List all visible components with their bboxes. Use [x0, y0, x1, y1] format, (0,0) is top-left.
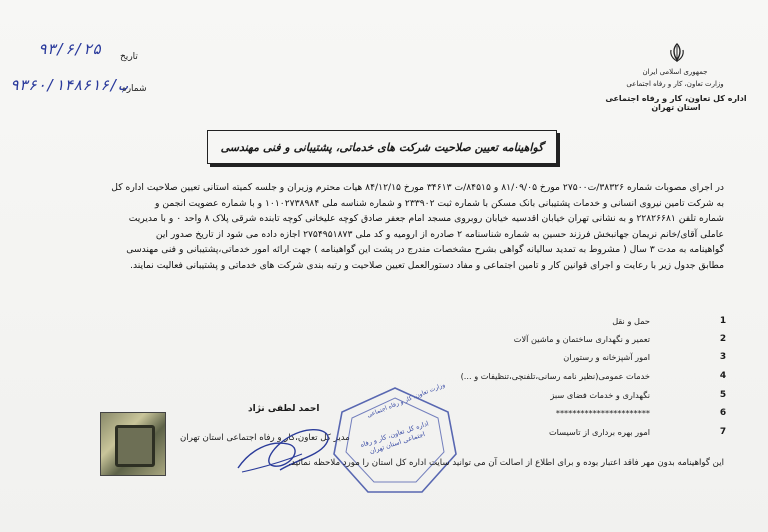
header-department: اداره کل تعاون، کار و رفاه اجتماعی استان تهران: [605, 94, 747, 112]
activity-label: ***********************: [555, 408, 650, 418]
activity-label: خدمات عمومی(نظیر نامه رسانی،تلفنچی،تنظیفات و ...): [460, 371, 650, 381]
header-ministry: وزارت تعاون، کار و رفاه اجتماعی: [626, 80, 724, 88]
activity-label: امور آشپزخانه و رستوران: [563, 352, 650, 362]
date-label: تاریخ: [120, 52, 138, 62]
signatory-title: مدیر کل تعاون،کار و رفاه اجتماعی استان تهران: [180, 433, 350, 443]
list-item: [513, 334, 730, 350]
activity-number: 7: [719, 427, 727, 437]
activity-number: 4: [719, 371, 727, 381]
iran-emblem-icon: [667, 42, 687, 64]
list-item: [540, 427, 730, 443]
header-country: جمهوری اسلامی ایران: [642, 68, 708, 76]
body-line: گواهینامه به مدت ۳ سال ( مشروط به تمدید سالیانه گواهی بشرح مشخصات مندرج در پشت این گواهینامه ) جهت ارائه امور خدماتی،پشتیبانی و فنی مهندسی: [126, 244, 724, 255]
body-line: به شرکت تامین نیروی انسانی و خدمات پشتیبانی بانک مسکن با شماره ثبت ۲۳۳۹۰۲ و شماره شناسه ملی ۱۰۱۰۲۷۳۸۹۸۴ و با شماره عضویت انجمن و: [155, 197, 724, 209]
list-item: [540, 408, 730, 424]
list-item: [540, 316, 730, 332]
signature-scribble-icon: [230, 410, 340, 480]
certificate-body: [60, 180, 724, 273]
body-line: در اجرای مصوبات شماره ۳۸۳۲۶/ت۲۷۵۰۰ مورخ ۸۱/۰۹/۰۵ و ۸۴۵۱۵/ت ۳۴۶۱۳ مورخ ۸۴/۱۲/۱۵ هیات محترم وزیران و جلسه کمیته استانی تعیین صلاحیت اداره کل: [111, 182, 724, 193]
activity-number: 3: [719, 352, 727, 362]
number-value: ۹۳۶۰/ب/۱۴۸۶۱۶: [10, 76, 128, 94]
certificate-title: گواهینامه تعیین صلاحیت شرکت های خدماتی، پشتیبانی و فنی مهندسی: [220, 140, 544, 154]
activity-number: 2: [719, 334, 727, 344]
activity-label: امور بهره برداری از تاسیسات: [548, 427, 650, 437]
activity-number: 5: [719, 390, 727, 400]
activity-label: تعمیر و نگهداری ساختمان و ماشین آلات: [513, 334, 650, 344]
body-line: مطابق جدول زیر با رعایت و اجرای قوانین کار و تامین اجتماعی و مفاد دستورالعمل تعیین صلاحیت و رتبه بندی شرکت های خدماتی و پشتیبانی فعالیت نمایند.: [130, 259, 724, 271]
list-item: [540, 390, 730, 406]
list-item: [540, 352, 730, 368]
certificate-title-box: [207, 130, 557, 164]
date-value: ۹۳/۶/۲۵: [38, 40, 102, 58]
body-line: شماره تلفن ۲۲۸۲۶۶۸۱ و به نشانی تهران خیابان اقدسیه خیابان روبروی مسجد امام جعفر صادق کوچه علیخانی کوچه تابنده شرقی پلاک ۸ واحد ۰ و با مدیریت: [128, 213, 724, 224]
body-line: عاملی آقای/خانم نریمان جهانبخش فرزند حسین به شماره شناسنامه ۲ صادره از ارومیه و کد ملی ۲۷۵۴۹۵۱۸۷۳ اجازه داده می شود از تاریخ صدور این: [155, 228, 724, 240]
activity-label: نگهداری و خدمات فضای سبز: [550, 390, 650, 400]
stamp-ring-text: وزارت تعاون، کار و رفاه اجتماعی: [366, 381, 447, 420]
signatory-name: احمد لطفی نژاد: [248, 404, 320, 414]
activity-number: 6: [719, 408, 727, 418]
list-item: [460, 371, 730, 387]
official-stamp: [330, 381, 460, 500]
number-label: شماره: [122, 84, 147, 94]
activity-number: 1: [719, 316, 727, 326]
activity-label: حمل و نقل: [612, 316, 650, 326]
stamp-center-text: اداره کل تعاون، کار و رفاه اجتماعی استان تهران: [359, 419, 430, 456]
footer-note: این گواهینامه بدون مهر فاقد اعتبار بوده و برای اطلاع از اصالت آن می توانید سایت اداره کل استان را مورد ملاحظه نمائید.: [288, 458, 724, 468]
